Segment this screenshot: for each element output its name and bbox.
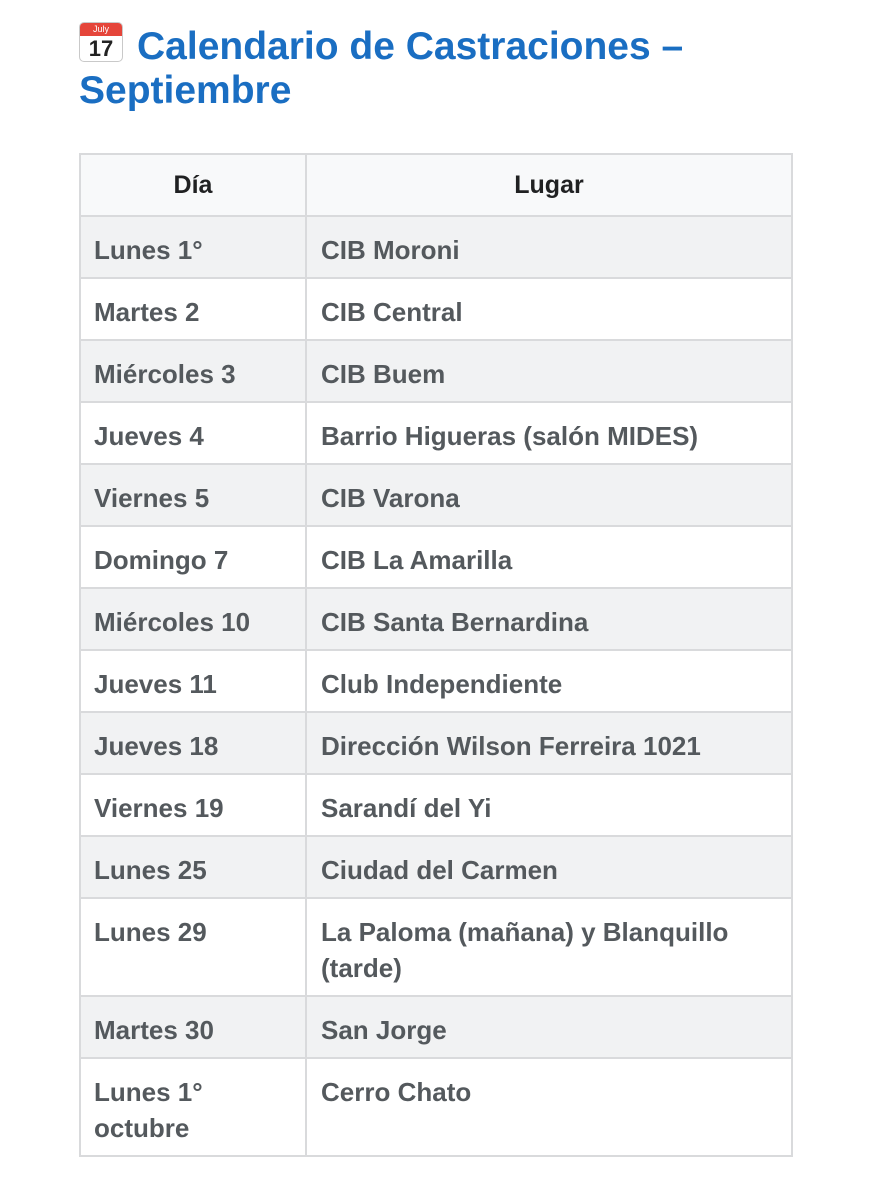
calendar-icon-day: 17 (88, 36, 114, 61)
day-cell: Jueves 11 (80, 650, 306, 712)
table-row (80, 278, 792, 340)
calendar-icon-month: July (80, 23, 122, 36)
day-cell: Viernes 5 (80, 464, 306, 526)
table-row (80, 712, 792, 774)
place-cell: San Jorge (306, 996, 792, 1058)
table-row (80, 650, 792, 712)
column-header-place: Lugar (306, 154, 792, 216)
place-cell: CIB Santa Bernardina (306, 588, 792, 650)
table-row (80, 588, 792, 650)
place-cell: Dirección Wilson Ferreira 1021 (306, 712, 792, 774)
place-cell: CIB Buem (306, 340, 792, 402)
place-cell: Ciudad del Carmen (306, 836, 792, 898)
day-cell: Miércoles 3 (80, 340, 306, 402)
table-row (80, 898, 792, 996)
day-cell: Lunes 1° octubre (80, 1058, 306, 1156)
page-title-text: Calendario de Castraciones – Septiembre (79, 25, 684, 112)
day-cell: Jueves 4 (80, 402, 306, 464)
place-cell: Sarandí del Yi (306, 774, 792, 836)
day-cell: Viernes 19 (80, 774, 306, 836)
day-cell: Miércoles 10 (80, 588, 306, 650)
day-cell: Lunes 1° (80, 216, 306, 278)
column-header-day: Día (80, 154, 306, 216)
schedule-table (79, 153, 793, 1157)
table-row (80, 836, 792, 898)
table-row (80, 464, 792, 526)
place-cell: Club Independiente (306, 650, 792, 712)
table-row (80, 526, 792, 588)
table-row (80, 996, 792, 1058)
table-header-row (80, 154, 792, 216)
table-row (80, 340, 792, 402)
day-cell: Domingo 7 (80, 526, 306, 588)
day-cell: Lunes 29 (80, 898, 306, 996)
place-cell: Barrio Higueras (salón MIDES) (306, 402, 792, 464)
table-row (80, 216, 792, 278)
place-cell: La Paloma (mañana) y Blanquillo (tarde) (306, 898, 792, 996)
place-cell: CIB Varona (306, 464, 792, 526)
day-cell: Jueves 18 (80, 712, 306, 774)
table-row (80, 402, 792, 464)
page-title (79, 22, 779, 113)
day-cell: Martes 2 (80, 278, 306, 340)
place-cell: CIB Moroni (306, 216, 792, 278)
day-cell: Martes 30 (80, 996, 306, 1058)
place-cell: CIB Central (306, 278, 792, 340)
day-cell: Lunes 25 (80, 836, 306, 898)
table-row (80, 1058, 792, 1156)
place-cell: CIB La Amarilla (306, 526, 792, 588)
calendar-icon (79, 22, 123, 62)
place-cell: Cerro Chato (306, 1058, 792, 1156)
table-row (80, 774, 792, 836)
